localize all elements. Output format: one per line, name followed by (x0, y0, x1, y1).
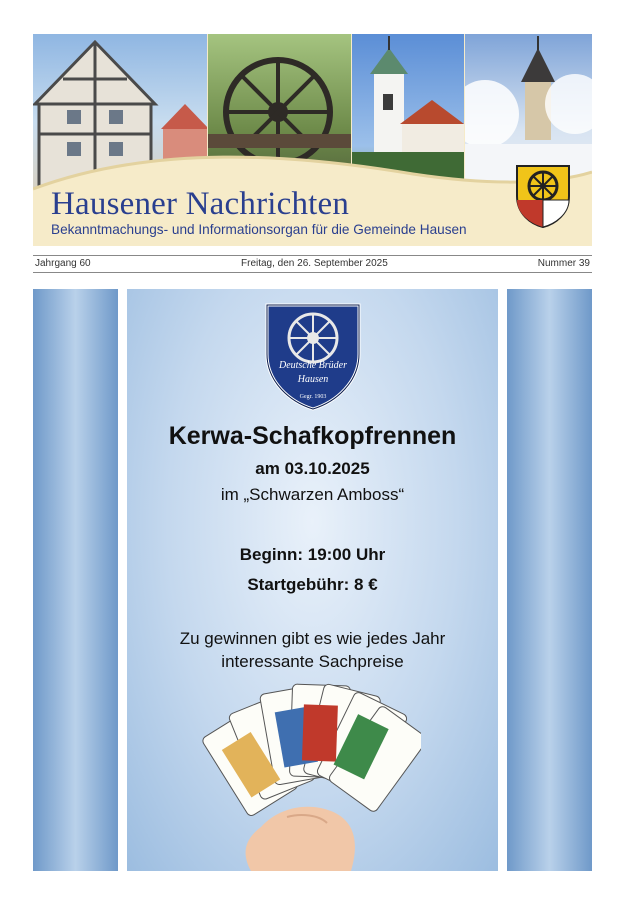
issue-info-line (33, 255, 592, 273)
club-crest-line1: Deutsche Brüder (278, 360, 348, 371)
masthead (33, 34, 592, 246)
club-crest-line2: Hausen (297, 374, 329, 385)
event-headline: Kerwa-Schafkopfrennen (168, 422, 457, 450)
hausen-coat-of-arms-icon (515, 164, 571, 228)
newspaper-subtitle: Bekanntmachungs- und Informationsorgan für die Gemeinde Hausen (51, 222, 467, 237)
event-date: am 03.10.2025 (255, 459, 370, 478)
club-crest-founded: Gegr. 1903 (299, 394, 327, 400)
playing-cards-hand-icon (201, 677, 421, 871)
deutsche-brueder-crest-icon (264, 302, 362, 412)
poster-panel (127, 289, 498, 871)
event-poster (33, 289, 592, 871)
issue-number: Nummer 39 (537, 258, 590, 269)
issue-date: Freitag, den 26. September 2025 (241, 258, 388, 269)
poster-side-left (33, 289, 118, 871)
poster-side-right (507, 289, 592, 871)
event-venue: im „Schwarzen Amboss“ (220, 485, 405, 504)
event-prize-line1: Zu gewinnen gibt es wie jedes Jahr (179, 629, 446, 648)
newspaper-title: Hausener Nachrichten (51, 186, 350, 222)
event-prize-line2: interessante Sachpreise (221, 652, 404, 671)
volume-label: Jahrgang 60 (35, 258, 91, 269)
event-fee: Startgebühr: 8 € (247, 575, 378, 594)
event-start-time: Beginn: 19:00 Uhr (239, 545, 386, 564)
